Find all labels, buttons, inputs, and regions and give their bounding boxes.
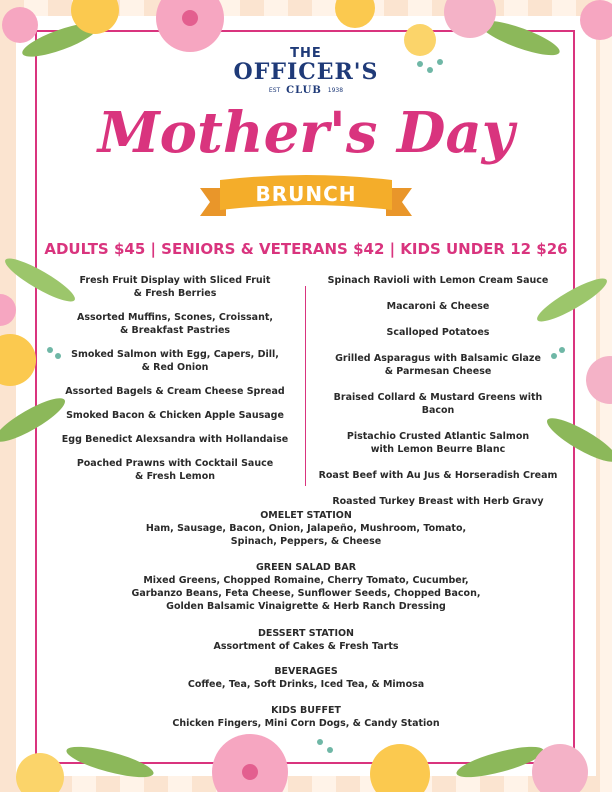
section-heading: GREEN SALAD BAR [255,562,357,573]
menu-item: Braised Collard & Mustard Greens with Bacon [333,392,543,416]
pink-flower-center [182,10,198,26]
menu-item: Egg Benedict Alexsandra with Hollandaise [61,434,289,445]
menu-item: Pistachio Crusted Atlantic Salmon with Lemon Beurre Blanc [346,431,530,455]
pink-flower [212,734,288,792]
section-heading: BEVERAGES [274,666,338,677]
leaf [64,741,156,784]
berry [317,739,323,745]
yellow-flower [16,753,64,792]
menu-item: Poached Prawns with Cocktail Sauce & Fresh Lemon [76,458,274,482]
logo-subline [0,85,612,96]
leaf [454,741,546,784]
section-heading: KIDS BUFFET [271,705,341,716]
yellow-flower [370,744,430,792]
berry [559,347,565,353]
logo-name: OFFICER'S [233,59,379,85]
column-divider [305,286,306,486]
section-body: Assortment of Cakes & Fresh Tarts [213,641,399,652]
menu-item: Smoked Bacon & Chicken Apple Sausage [66,410,284,421]
omelet-station-section [0,509,612,548]
section-body: Ham, Sausage, Bacon, Onion, Jalapeño, Mushroom, Tomato, Spinach, Peppers, & Cheese [145,523,467,547]
menu-item: Scalloped Potatoes [386,327,490,338]
menu-item: Smoked Salmon with Egg, Capers, Dill, & Red Onion [71,349,279,373]
logo-year: 1938 [327,87,344,94]
menu-item: Roasted Turkey Breast with Herb Gravy [332,496,544,507]
pink-flower [2,7,38,43]
bottom-flowers-decoration [0,722,612,792]
green-salad-bar-section [0,561,612,613]
section-heading: OMELET STATION [260,510,352,521]
pink-flower [0,294,16,326]
banner-label: BRUNCH [255,182,357,206]
brunch-banner [200,170,412,222]
dessert-station-section [0,627,612,653]
section-heading: DESSERT STATION [257,628,355,639]
page-title: Mother's Day [97,100,515,166]
beverages-section [0,665,612,691]
section-body: Mixed Greens, Chopped Romaine, Cherry Tomato, Cucumber, Garbanzo Beans, Feta Cheese, Sunflower Seeds, Chopped Bacon, Golden Balsamic Vinaigrette & Herb Ranch Dressing [131,575,481,612]
berry [327,747,333,753]
section-body: Coffee, Tea, Soft Drinks, Iced Tea, & Mimosa [187,679,425,690]
officers-club-logo [0,46,612,96]
menu-item: Macaroni & Cheese [386,301,490,312]
menu-item: Fresh Fruit Display with Sliced Fruit & Fresh Berries [79,275,271,299]
menu-item: Spinach Ravioli with Lemon Cream Sauce [327,275,549,286]
menu-item: Assorted Muffins, Scones, Croissant, & Breakfast Pastries [77,312,273,336]
pink-flower [586,356,612,404]
yellow-flower [0,334,36,386]
berry [47,347,53,353]
menu-item: Roast Beef with Au Jus & Horseradish Cream [318,470,558,481]
pink-flower [580,0,612,40]
kids-buffet-section [0,704,612,730]
logo-the: THE [290,46,322,61]
menu-item: Grilled Asparagus with Balsamic Glaze & Parmesan Cheese [335,353,541,377]
menu-item: Assorted Bagels & Cream Cheese Spread [65,386,285,397]
logo-club: CLUB [286,85,322,96]
yellow-flower [335,0,375,28]
price-line: ADULTS $45 | SENIORS & VETERANS $42 | KIDS UNDER 12 $26 [44,240,568,258]
section-body: Chicken Fingers, Mini Corn Dogs, & Candy Station [172,718,440,729]
right-menu-column [318,274,558,508]
pink-flower-center [242,764,258,780]
logo-est: EST [268,87,281,94]
left-menu-column [55,274,295,483]
